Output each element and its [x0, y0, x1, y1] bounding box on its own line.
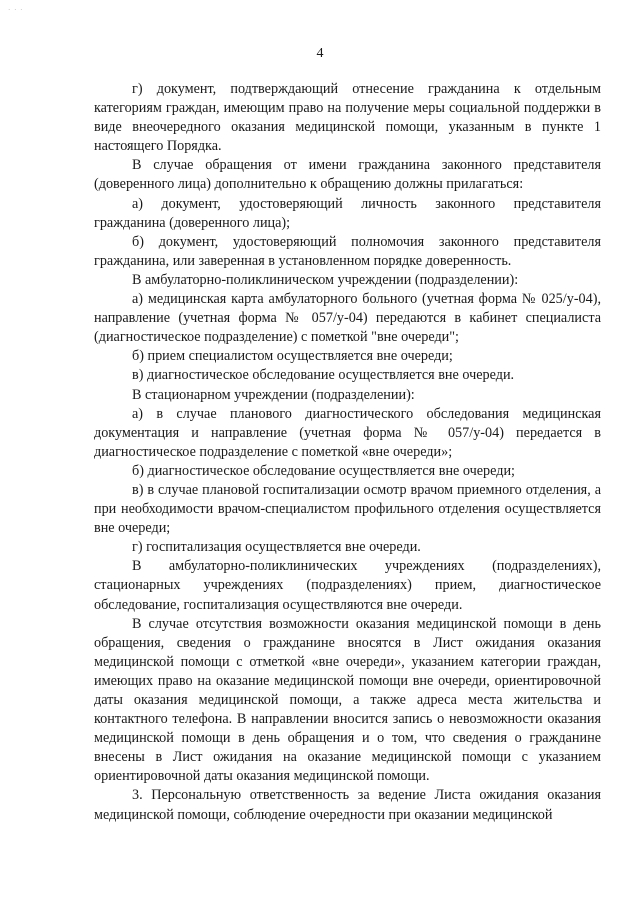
paragraph-2: В случае обращения от имени гражданина законного представителя (доверенного лица) дополнительно к обращению должны прилагаться: — [94, 157, 601, 193]
paragraph-1: г) документ, подтверждающий отнесение гражданина к отдельным категориям граждан, имеющим право на получение меры социальной поддержки в виде внеочередного оказания медицинской помощи, указанным в пункте 1 настоящего Порядка. — [94, 81, 601, 155]
paragraph-10: а) в случае планового диагностического обследования медицинская документация и направление (учетная форма № 057/у-04) передается в диагностическое подразделение с пометкой «вне очереди»; — [94, 405, 601, 460]
paragraph-7: б) прием специалистом осуществляется вне очереди; — [132, 348, 453, 365]
paragraph-12: в) в случае плановой госпитализации осмотр врачом приемного отделения, а при необходимости врачом-специалистом профильного отделения осуществляется вне очереди; — [94, 481, 601, 537]
paragraph-8: в) диагностическое обследование осуществляется вне очереди. — [132, 367, 515, 384]
paragraph-3: а) документ, удостоверяющий личность законного представителя гражданина (доверенного лица); — [94, 195, 601, 231]
document-body — [94, 80, 601, 825]
paragraph-11: б) диагностическое обследование осуществляется вне очереди; — [132, 462, 515, 479]
corner-mark: · · · — [8, 6, 24, 14]
paragraph-15: В случае отсутствия возможности оказания медицинской помощи в день обращения, сведения о гражданине вносятся в Лист ожидания оказания медицинской помощи с отметкой «вне очереди», указанием категории граждан, имеющих право на оказание медицинской помощи вне очереди, ориентировочной даты оказания медицинской помощи, а также адреса места жительства и контактного телефона. В направлении вносится запись о невозможности оказания медицинской помощи в день обращения и о том, что сведения о гражданине внесены в Лист ожидания на оказание медицинской помощи с указанием ориентировочной даты оказания медицинской помощи. — [94, 615, 601, 785]
paragraph-6: а) медицинская карта амбулаторного больного (учетная форма № 025/у-04), направление (учетная форма № 057/у-04) передаются в кабинет специалиста (диагностическое подразделение) с пометкой "вне очереди"; — [94, 291, 601, 346]
page-number: 4 — [316, 46, 324, 61]
paragraph-16: 3. Персональную ответственность за ведение Листа ожидания оказания медицинской помощи, соблюдение очередности при оказании медицинской — [94, 787, 601, 823]
paragraph-4: б) документ, удостоверяющий полномочия законного представителя гражданина, или заверенная в установленном порядке доверенность. — [94, 233, 601, 269]
paragraph-13: г) госпитализация осуществляется вне очереди. — [132, 539, 421, 556]
paragraph-9: В стационарном учреждении (подразделении): — [132, 386, 415, 403]
paragraph-14: В амбулаторно-поликлинических учреждениях (подразделениях), стационарных учреждениях (подразделениях) прием, диагностическое обследование, госпитализация осуществляются вне очереди. — [94, 558, 601, 613]
paragraph-5: В амбулаторно-поликлиническом учреждении (подразделении): — [132, 271, 519, 288]
